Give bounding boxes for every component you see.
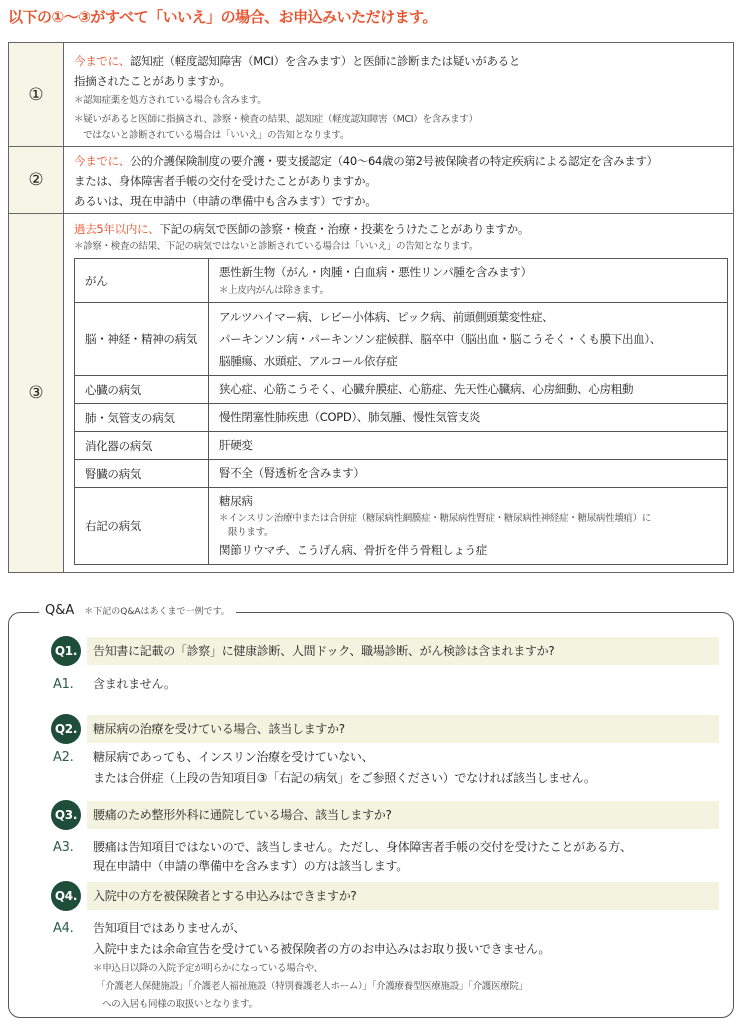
disease-row [75, 431, 727, 459]
disease-list: パーキンソン病・パーキンソン症候群、脳卒中（脳出血・脳こうそく・くも膜下出血）、 [219, 332, 662, 346]
disease-row [75, 302, 727, 375]
question-bar [54, 801, 719, 829]
q-badge: Q2. [51, 714, 81, 744]
question-text: 下記の病気で医師の診察・検査・治療・投薬をうけたことがありますか。 [159, 222, 530, 236]
disease-list: 狭心症、心筋こうそく、心臓弁膜症、心筋症、先天性心臓病、心房細動、心房粗動 [219, 382, 634, 396]
answer-text: 腰痛は告知項目ではないので、該当しません。ただし、身体障害者手帳の交付を受けたことがある方、 [93, 840, 632, 854]
a-label: A1. [53, 677, 74, 692]
question-text: または、身体障害者手帳の交付を受けたことがありますか。 [74, 174, 377, 188]
disease-row [75, 375, 727, 403]
disease-note: ＊インスリン治療中または合併症（糖尿病性網膜症・糖尿病性腎症・糖尿病性神経症・糖尿病性壊疽）に [219, 513, 652, 524]
disease-category: がん [75, 259, 209, 302]
question-row-3 [9, 213, 733, 572]
question-row-2 [9, 146, 733, 213]
page-title: 以下の①～③がすべて「いいえ」の場合、お申込みいただけます。 [8, 8, 437, 26]
answer-text: または合併症（上段の告知項目③「右記の病気」をご参照ください）でなければ該当しません。 [93, 771, 596, 785]
question-row-1 [9, 43, 733, 146]
disease-note: ＊上皮内がんは除きます。 [219, 285, 329, 296]
disease-list: 脳腫瘍、水頭症、アルコール依存症 [219, 354, 398, 368]
question-bar [54, 715, 719, 743]
qa-label: Q&A [45, 603, 75, 618]
q-badge: Q1. [51, 636, 81, 666]
answer-note: への入居も同様の取扱いとなります。 [102, 999, 258, 1010]
question-text: 糖尿病の治療を受けている場合、該当しますか? [93, 722, 345, 736]
answer [53, 838, 632, 876]
answer-note: 「介護老人保健施設」「介護老人福祉施設（特別養護老人ホーム）」「介護療養型医療施設」「介護医療院」 [96, 981, 528, 992]
answer-text: 糖尿病であっても、インスリン治療を受けていない、 [93, 750, 374, 764]
question-bar [54, 882, 719, 910]
question-note: ＊診察・検査の結果、下記の病気ではないと診断されている場合は「いいえ」の告知となります。 [74, 241, 479, 252]
disease-category: 脳・神経・精神の病気 [75, 303, 209, 375]
question-lead: 過去5年以内に、 [74, 222, 160, 236]
question-note: ＊疑いがあると医師に指摘され、診察・検査の結果、認知症（軽度認知障害（MCI）を含みます） [74, 114, 478, 125]
question-bar [54, 637, 719, 665]
disease-category: 心臓の病気 [75, 376, 209, 403]
question-lead: 今までに、 [74, 154, 130, 168]
question-lead: 今までに、 [74, 54, 130, 68]
answer-note: ＊申込日以降の入院予定が明らかになっている場合や、 [93, 963, 323, 974]
question-text: 指摘されたことがありますか。 [74, 74, 231, 88]
answer-text: 告知項目ではありませんが、 [93, 921, 246, 935]
a-label: A4. [53, 921, 74, 936]
disease-row [75, 487, 727, 564]
question-text: 認知症（軽度認知障害（MCI）を含みます）と医師に診断または疑いがあると [130, 54, 521, 68]
answer-text: 含まれません。 [93, 677, 176, 691]
question-text: 告知書に記載の「診察」に健康診断、人間ドック、職場診断、がん検診は含まれますか? [93, 644, 555, 658]
answer [53, 918, 550, 1014]
a-label: A2. [53, 750, 74, 765]
answer-text: 入院中または余命宣告を受けている被保険者の方のお申込みはお取り扱いできません。 [93, 942, 551, 956]
q-badge: Q3. [51, 800, 81, 830]
question-text: 腰痛のため整形外科に通院している場合、該当しますか? [93, 808, 392, 822]
disease-table [74, 258, 728, 565]
question-number: ③ [9, 214, 64, 572]
disease-list: 腎不全（腎透析を含みます） [219, 466, 365, 480]
disease-category: 右記の病気 [75, 488, 209, 564]
question-text: 入院中の方を被保険者とする申込みはできますか? [93, 889, 357, 903]
answer-text: 現在申請中（申請の準備中を含みます）の方は該当します。 [93, 859, 408, 873]
q-badge: Q4. [51, 881, 81, 911]
disease-list: 関節リウマチ、こうげん病、骨折を伴う骨粗しょう症 [219, 543, 487, 557]
answer [53, 674, 176, 695]
disease-list: アルツハイマー病、レビー小体病、ピック病、前頭側頭葉変性症、 [219, 310, 554, 324]
disease-row [75, 403, 727, 431]
qa-section [8, 603, 734, 1018]
disease-list: 肝硬変 [219, 438, 253, 452]
disease-note: 限ります。 [228, 527, 274, 538]
disease-category: 肺・気管支の病気 [75, 404, 209, 431]
disease-category: 消化器の病気 [75, 432, 209, 459]
disease-list: 悪性新生物（がん・肉腫・白血病・悪性リンパ腫を含みます） [219, 265, 532, 279]
qa-note: ＊下記のQ&Aはあくまで一例です。 [84, 607, 230, 617]
disease-category: 腎臓の病気 [75, 460, 209, 487]
question-text: あるいは、現在申請中（申請の準備中も含みます）ですか。 [74, 194, 377, 208]
question-text: 公的介護保険制度の要介護・要支援認定（40～64歳の第2号被保険者の特定疾病による認定を含みます） [130, 154, 658, 168]
disease-list: 慢性閉塞性肺疾患（COPD）、肺気腫、慢性気管支炎 [219, 410, 481, 424]
disease-row [75, 259, 727, 302]
question-number: ① [9, 43, 64, 146]
disease-list: 糖尿病 [219, 494, 253, 508]
answer [53, 747, 596, 789]
question-note: ではないと診断されている場合は「いいえ」の告知となります。 [83, 130, 350, 141]
a-label: A3. [53, 840, 74, 855]
question-table [8, 42, 734, 573]
disease-row [75, 459, 727, 487]
question-note: ＊認知症薬を処方されている場合も含みます。 [74, 95, 267, 106]
question-number: ② [9, 147, 64, 213]
